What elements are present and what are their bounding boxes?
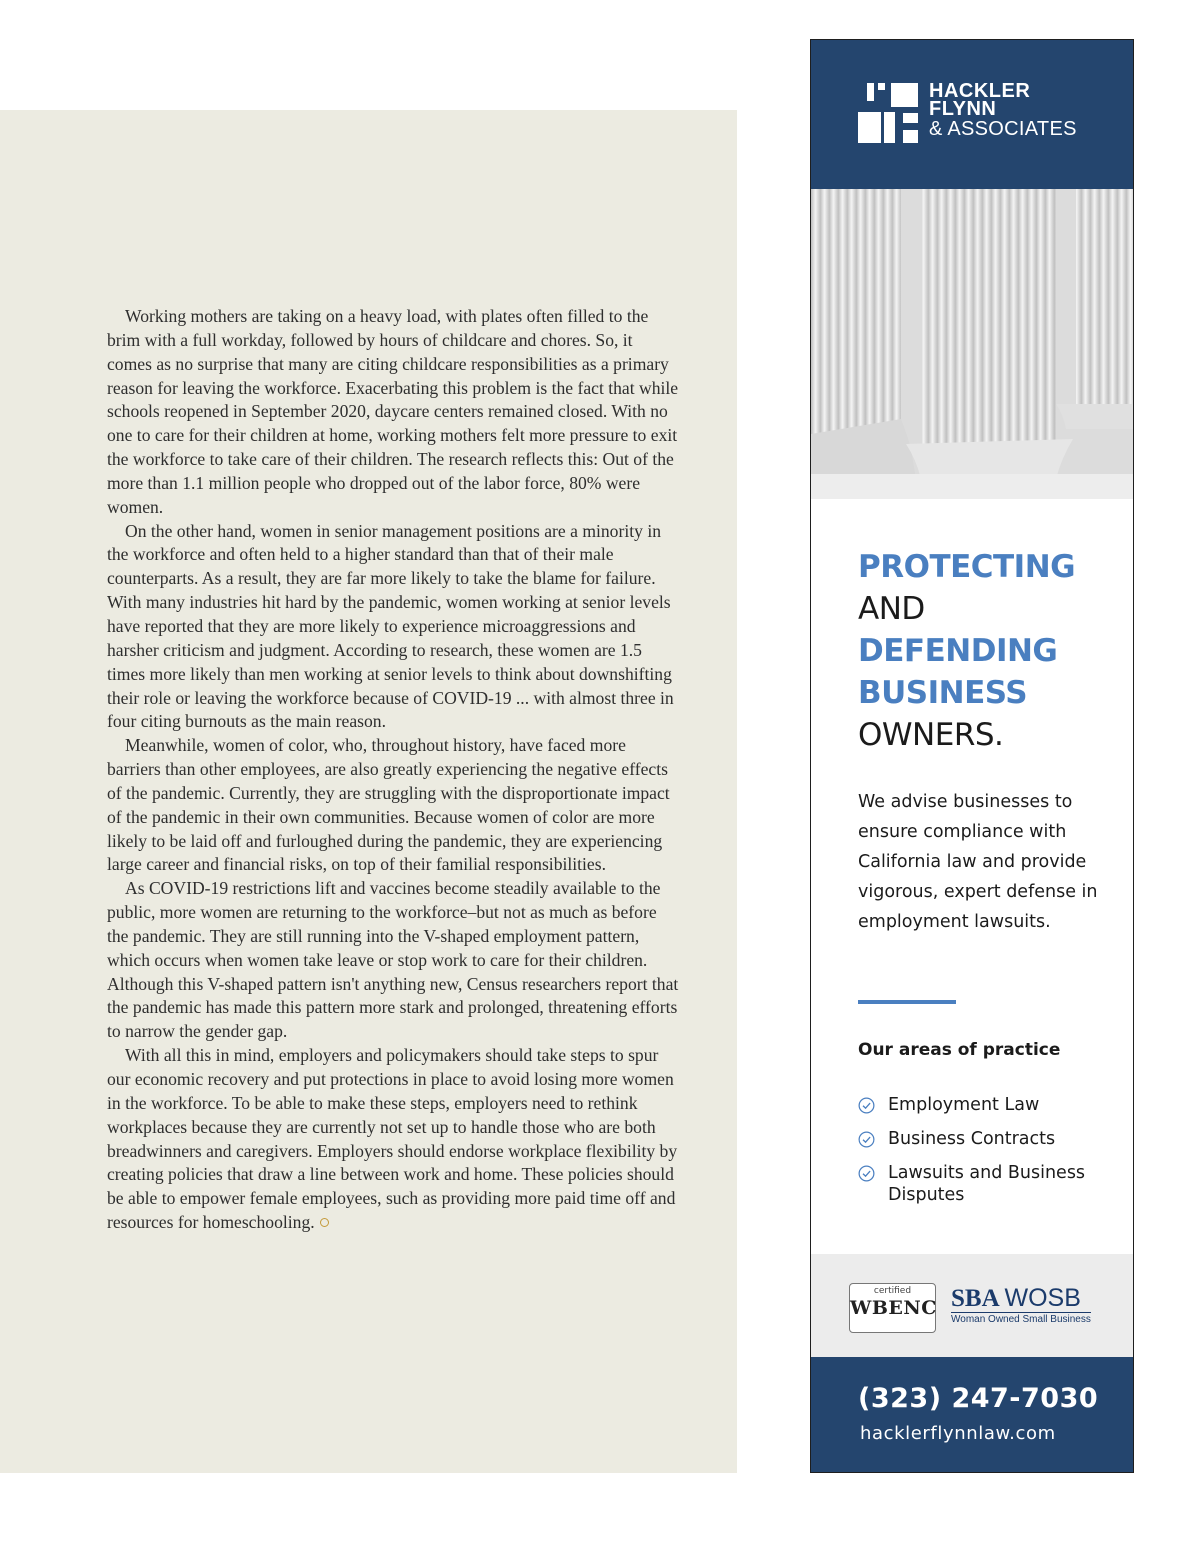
practice-area-label: Employment Law: [888, 1095, 1040, 1115]
check-circle-icon: [858, 1097, 875, 1114]
phone-number[interactable]: (323) 247-7030: [858, 1383, 1099, 1414]
practice-area-item: [858, 1094, 1118, 1116]
headline-word-business: BUSINESS: [858, 675, 1028, 711]
headline-word-and: AND: [858, 591, 925, 627]
practice-area-item: [858, 1128, 1118, 1150]
article-paragraph: Meanwhile, women of color, who, throughout history, have faced more barriers than other employees, are also greatly experiencing the negative effects of the pandemic. Currently, they are struggling with the disproportionate impact of the pandemic in their own communities. Because women of color are more likely to be laid off and furloughed during the pandemic, they are experiencing large career and financial risks, on top of their familial responsibilities.: [107, 735, 670, 875]
practice-areas-list: [858, 1094, 1118, 1218]
article-paragraph: Working mothers are taking on a heavy load, with plates often filled to the brim with a full workday, followed by hours of childcare and chores. So, it comes as no surprise that many are citing childcare responsibilities as a primary reason for leaving the workforce. Exacerbating this problem is the fact that while schools reopened in September 2020, daycare centers remained closed. With no one to care for their children at home, working mothers felt more pressure to exit the workforce to take care of their children. The research reflects this: Out of the more than 1.1 million people who dropped out of the labor force, 80% were women.: [107, 306, 679, 517]
article-paragraph-last: [107, 1044, 679, 1235]
article-paragraph: On the other hand, women in senior management positions are a minority in the workforce and often held to a higher standard than that of their male counterparts. As a result, they are far more likely to take the blame for failure. With many industries hit hard by the pandemic, women working at senior levels have reported that they are more likely to experience microaggressions and harsher criticism and judgment. According to research, these women are 1.5 times more likely than men working at senior levels to think about downshifting their role or leaving the workforce because of COVID-19 ... with almost three in four citing burnouts as the main reason.: [107, 520, 674, 732]
website-link[interactable]: hacklerflynnlaw.com: [860, 1423, 1056, 1444]
article-paragraph: As COVID-19 restrictions lift and vaccines become steadily available to the public, more women are returning to the workforce–but not as much as before the pandemic. They are still running into the V-shaped employment pattern, which occurs when women take leave or stop work to care for their children. Although this V-shaped pattern isn't anything new, Census researchers report that the pandemic has made this pattern more stark and prolonged, threatening efforts to narrow the gender gap.: [107, 878, 679, 1042]
logo-line-flynn: FLYNN: [929, 98, 997, 120]
firm-logo-icon: [858, 83, 918, 143]
wbenc-certification-badge: [849, 1283, 936, 1333]
ad-intro-text: We advise businesses to ensure compliance with California law and provide vigorous, expert defense in employment lawsuits.: [858, 792, 1098, 932]
headline-word-owners: OWNERS.: [858, 717, 1004, 753]
law-firm-advertisement[interactable]: [810, 39, 1134, 1473]
headline-word-defending: DEFENDING: [858, 633, 1058, 669]
wbenc-certified-label: certified: [873, 1286, 912, 1296]
end-mark-icon: [320, 1218, 329, 1227]
check-circle-icon: [858, 1165, 875, 1182]
logo-line-associates: & ASSOCIATES: [929, 118, 1077, 140]
article-body: [107, 305, 679, 1235]
check-circle-icon: [858, 1131, 875, 1148]
firm-logo-text: [929, 82, 1077, 140]
ad-headline: [858, 546, 1075, 756]
wosb-name: WOSB: [1004, 1284, 1081, 1312]
accent-divider: [858, 1000, 956, 1004]
article-paragraph-text: With all this in mind, employers and policymakers should take steps to spur our economic recovery and put protections in place to avoid losing more women in the workforce. To be able to make these steps, employers need to rethink workplaces because they are currently not set up to handle those who are both breadwinners and caregivers. Employers should endorse workplace flexibility by creating policies that draw a line between work and home. These policies should be able to empower female employees, such as providing more paid time off and resources for homeschooling.: [107, 1045, 678, 1233]
sba-subtitle: Woman Owned Small Business: [951, 1314, 1091, 1325]
ad-footer: [811, 1357, 1133, 1472]
sba-wosb-title: [951, 1285, 1091, 1312]
ad-header: [811, 40, 1133, 189]
practice-area-label: Lawsuits and Business Disputes: [888, 1163, 1086, 1205]
sba-wosb-badge: [951, 1285, 1091, 1325]
columns-photo: [811, 189, 1133, 499]
sba-name: SBA: [951, 1285, 999, 1312]
wbenc-name: WBENC: [850, 1297, 937, 1319]
logo-line-hackler: HACKLER: [929, 80, 1031, 102]
practice-areas-heading: Our areas of practice: [858, 1040, 1061, 1060]
headline-word-protecting: PROTECTING: [858, 549, 1076, 585]
practice-area-label: Business Contracts: [888, 1129, 1056, 1149]
practice-area-item: [858, 1162, 1118, 1206]
